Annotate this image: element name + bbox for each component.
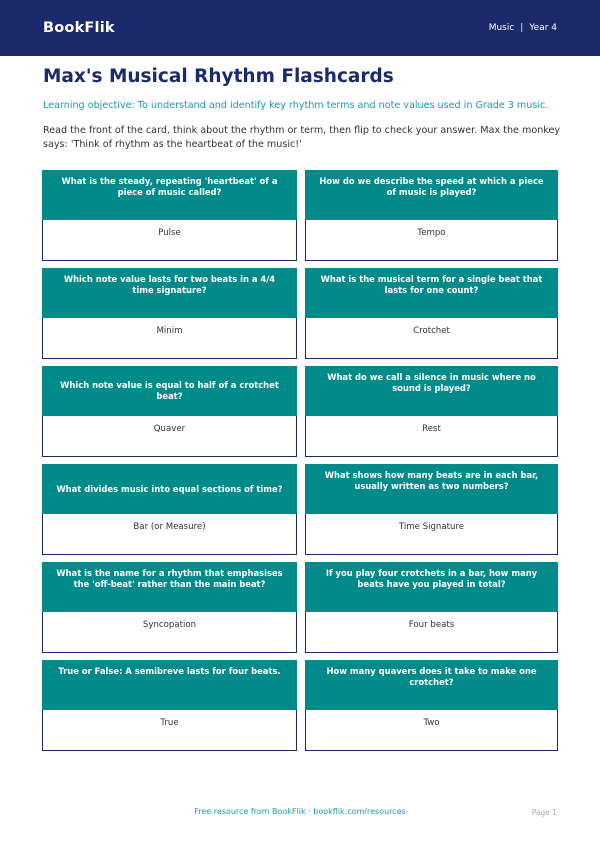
- card-question: What divides music into equal sections of time?: [42, 464, 297, 514]
- header-meta: [489, 23, 557, 33]
- brand-logo[interactable]: BookFlik: [43, 20, 115, 36]
- card-answer: Pulse: [42, 220, 297, 261]
- flashcard[interactable]: [305, 660, 558, 751]
- flashcard[interactable]: [305, 366, 558, 457]
- card-question: Which note value lasts for two beats in a 4/4 time signature?: [42, 268, 297, 318]
- card-answer: Time Signature: [305, 514, 558, 555]
- card-question: What do we call a silence in music where no sound is played?: [305, 366, 558, 416]
- header-bar: [0, 0, 600, 56]
- year-label: Year 4: [529, 23, 557, 33]
- flashcard[interactable]: [42, 268, 297, 359]
- card-question: How many quavers does it take to make one crotchet?: [305, 660, 558, 710]
- flashcard[interactable]: [305, 170, 558, 261]
- flashcard[interactable]: [42, 464, 297, 555]
- flashcard[interactable]: [42, 366, 297, 457]
- card-answer: Crotchet: [305, 318, 558, 359]
- page-number: Page 1: [531, 808, 557, 817]
- flashcard[interactable]: [42, 170, 297, 261]
- flashcard-grid: [42, 170, 558, 751]
- card-question: How do we describe the speed at which a piece of music is played?: [305, 170, 558, 220]
- meta-separator: |: [520, 23, 524, 33]
- card-answer: Two: [305, 710, 558, 751]
- card-answer: Bar (or Measure): [42, 514, 297, 555]
- card-answer: Four beats: [305, 612, 558, 653]
- subject-label: Music: [488, 23, 515, 33]
- learning-objective: Learning objective: To understand and identify key rhythm terms and note values used in Grade 3 music.: [43, 100, 549, 111]
- card-question: If you play four crotchets in a bar, how many beats have you played in total?: [305, 562, 558, 612]
- card-answer: Rest: [305, 416, 558, 457]
- flashcard[interactable]: [305, 562, 558, 653]
- card-question: True or False: A semibreve lasts for four beats.: [42, 660, 297, 710]
- flashcard[interactable]: [305, 464, 558, 555]
- card-answer: Minim: [42, 318, 297, 359]
- page-title: Max's Musical Rhythm Flashcards: [43, 66, 394, 87]
- card-answer: Syncopation: [42, 612, 297, 653]
- card-answer: Quaver: [42, 416, 297, 457]
- card-question: What is the name for a rhythm that emphasises the 'off-beat' rather than the main beat?: [42, 562, 297, 612]
- card-question: What is the musical term for a single beat that lasts for one count?: [305, 268, 558, 318]
- card-answer: Tempo: [305, 220, 558, 261]
- footer-resource-link[interactable]: Free resource from BookFlik · bookflik.com/resources: [194, 807, 406, 816]
- card-question: Which note value is equal to half of a crotchet beat?: [42, 366, 297, 416]
- card-answer: True: [42, 710, 297, 751]
- flashcard[interactable]: [42, 562, 297, 653]
- card-question: What is the steady, repeating 'heartbeat' of a piece of music called?: [42, 170, 297, 220]
- flashcard[interactable]: [42, 660, 297, 751]
- intro-text: Read the front of the card, think about the rhythm or term, then flip to check your answer. Max the monkey says: 'Think of rhythm as the heartbeat of the music!': [43, 125, 561, 150]
- flashcard[interactable]: [305, 268, 558, 359]
- card-question: What shows how many beats are in each bar, usually written as two numbers?: [305, 464, 558, 514]
